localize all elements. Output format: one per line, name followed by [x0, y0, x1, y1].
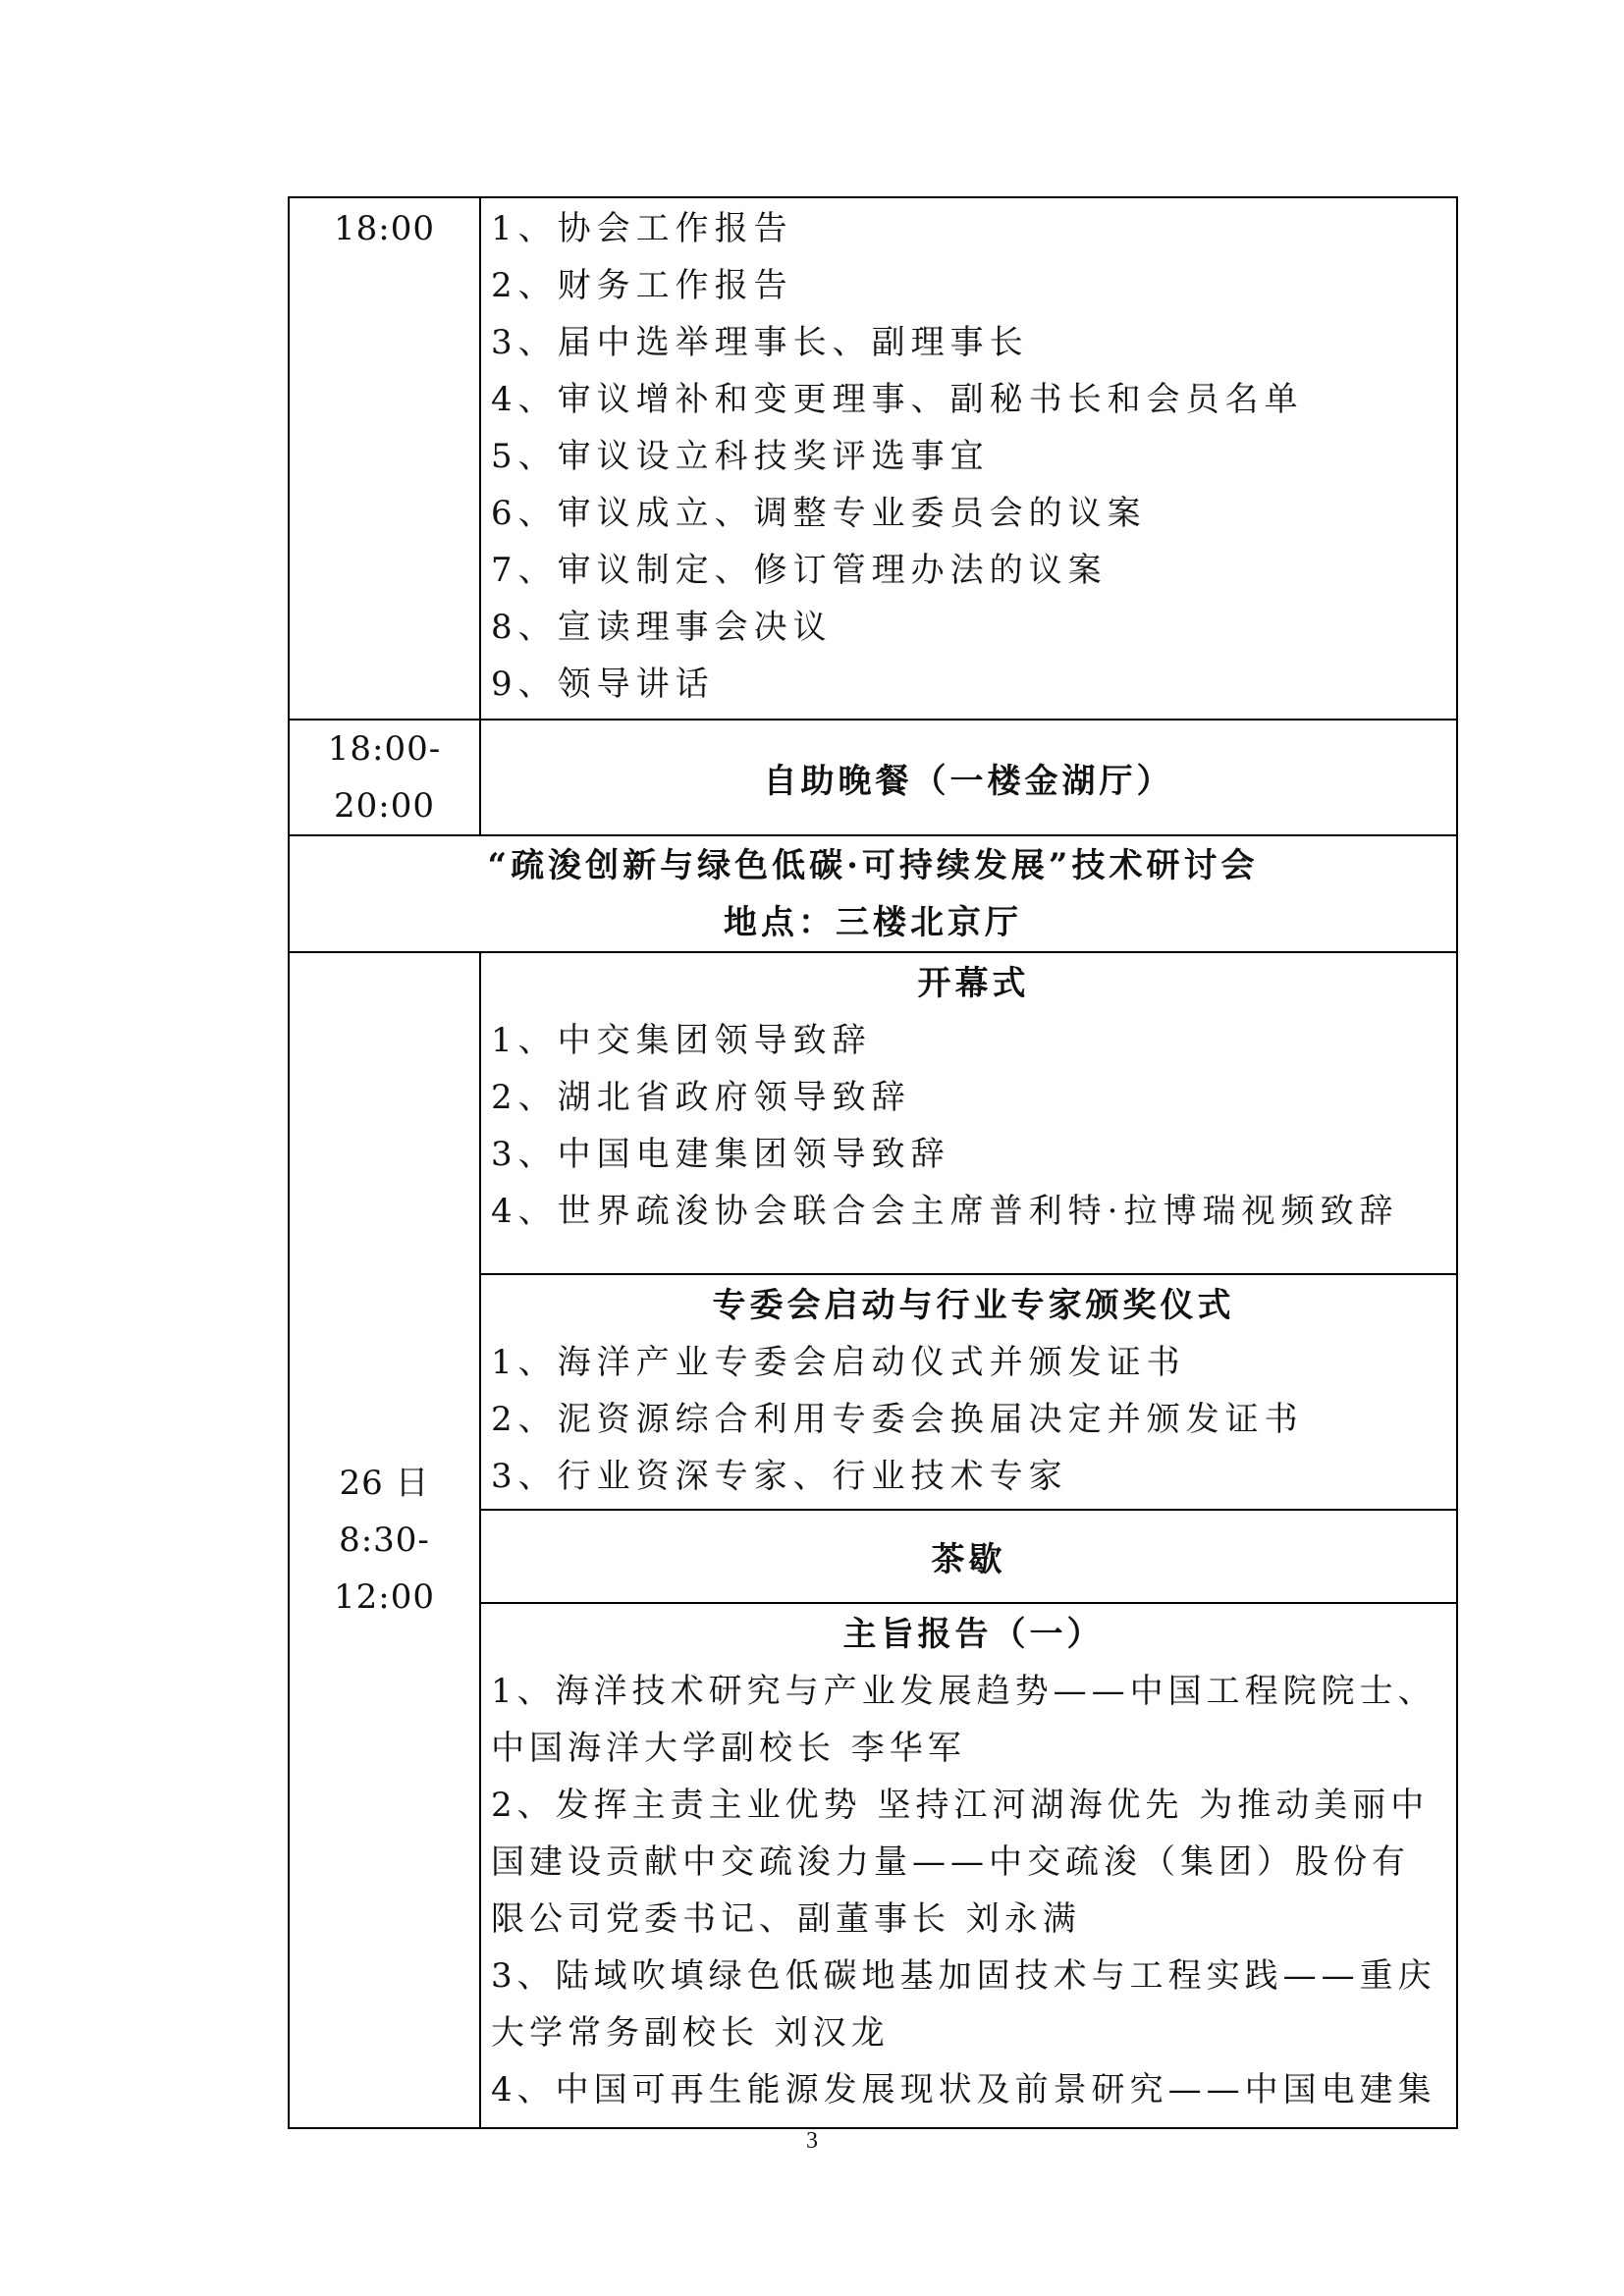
- agenda-item-list: [481, 198, 1456, 717]
- list-item: 1、中交集团领导致辞: [491, 1021, 872, 1060]
- report-item: 1、海洋技术研究与产业发展趋势——中国工程院院士、中国海洋大学副校长 李华军: [491, 1672, 1436, 1768]
- content-cell: [480, 952, 1457, 1274]
- section-header-row: [289, 835, 1457, 952]
- time-start: 8:30-: [339, 1521, 430, 1560]
- time-cell-day26: [289, 952, 480, 2128]
- agenda-row-1800: [289, 197, 1457, 720]
- list-item: 3、行业资深专家、行业技术专家: [491, 1457, 1068, 1496]
- time-end: 12:00: [334, 1577, 435, 1617]
- list-item: 2、湖北省政府领导致辞: [491, 1078, 911, 1117]
- agenda-row-opening: [289, 952, 1457, 1274]
- content-cell: [480, 1274, 1457, 1510]
- dinner-text: 自助晚餐（一楼金湖厅）: [763, 761, 1174, 801]
- seminar-location: 地点：三楼北京厅: [724, 902, 1022, 942]
- list-item: 1、协会工作报告: [491, 209, 793, 248]
- page-number: 3: [806, 2128, 818, 2154]
- list-item: 7、审议制定、修订管理办法的议案: [491, 551, 1108, 590]
- agenda-table: [288, 196, 1458, 2129]
- content-cell: [480, 197, 1457, 720]
- section-heading: 专委会启动与行业专家颁奖仪式: [712, 1286, 1235, 1325]
- seminar-title: “疏浚创新与绿色低碳·可持续发展”技术研讨会: [487, 845, 1259, 885]
- list-item: 3、中国电建集团领导致辞: [491, 1135, 950, 1174]
- tea-break-text: 茶歇: [931, 1540, 1006, 1579]
- time-cell: [289, 197, 480, 720]
- list-item: 2、财务工作报告: [491, 266, 793, 305]
- list-item: 4、世界疏浚协会联合会主席普利特·拉博瑞视频致辞: [491, 1192, 1399, 1231]
- time-end: 20:00: [334, 786, 435, 826]
- section-header-cell: [289, 835, 1457, 952]
- date-text: 26 日: [339, 1464, 430, 1503]
- report-item: 4、中国可再生能源发展现状及前景研究——中国电建集: [491, 2070, 1436, 2109]
- report-item: 2、发挥主责主业优势 坚持江河湖海优先 为推动美丽中国建设贡献中交疏浚力量——中交疏浚（集团）股份有限公司党委书记、副董事长 刘永满: [491, 1786, 1430, 1939]
- content-cell: [480, 720, 1457, 835]
- agenda-row-dinner: [289, 720, 1457, 835]
- section-heading: 开幕式: [917, 964, 1030, 1003]
- time-start: 18:00-: [327, 729, 442, 769]
- list-item: 5、审议设立科技奖评选事宜: [491, 437, 990, 476]
- section-heading: 主旨报告（一）: [842, 1615, 1105, 1654]
- time-cell: [289, 720, 480, 835]
- list-item: 4、审议增补和变更理事、副秘书长和会员名单: [491, 380, 1304, 419]
- list-item: 9、领导讲话: [491, 665, 715, 704]
- time-text: 18:00: [334, 209, 435, 248]
- list-item: 2、泥资源综合利用专委会换届决定并颁发证书: [491, 1400, 1304, 1439]
- list-item: 8、宣读理事会决议: [491, 608, 833, 647]
- list-item: 6、审议成立、调整专业委员会的议案: [491, 494, 1147, 533]
- content-cell: [480, 1510, 1457, 1603]
- content-cell: [480, 1603, 1457, 2128]
- report-item: 3、陆域吹填绿色低碳地基加固技术与工程实践——重庆大学常务副校长 刘汉龙: [491, 1956, 1436, 2053]
- list-item: 1、海洋产业专委会启动仪式并颁发证书: [491, 1343, 1186, 1382]
- list-item: 3、届中选举理事长、副理事长: [491, 323, 1029, 362]
